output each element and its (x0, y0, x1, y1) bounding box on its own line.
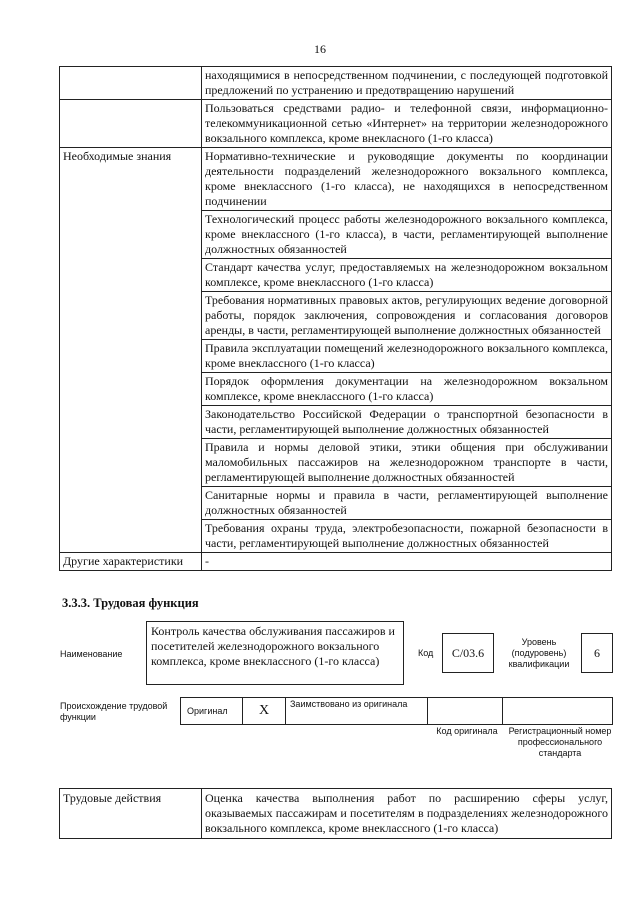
code-value: С/03.6 (442, 633, 494, 673)
code-original-label: Код оригинала (436, 726, 498, 736)
empty-left-cell (60, 100, 202, 148)
level-label: Уровень (подуровень) квалификации (508, 636, 570, 669)
origin-row (180, 697, 613, 725)
reg-number-cell (502, 697, 613, 725)
empty-left-cell (60, 67, 202, 100)
knowledge-item: Стандарт качества услуг, предоставляемых на железнодорожном вокзальном комплексе, кроме внеклассного (1-го класса) (202, 259, 612, 292)
origin-label: Происхождение трудовой функции (60, 701, 168, 722)
code-label: Код (418, 648, 434, 658)
code-original-cell (427, 697, 503, 725)
page-number: 16 (314, 42, 326, 56)
other-characteristics-value: - (202, 553, 612, 571)
knowledge-item: Требования нормативных правовых актов, регулирующих ведение договорной работы, порядок заключения, сопровождения и согласования договоров аренды, в части, регламентирующей выполнение должностных обязанностей (202, 292, 612, 340)
original-mark: X (242, 697, 286, 725)
competency-table (59, 66, 612, 571)
labor-action-item: Оценка качества выполнения работ по расширению сферы услуг, оказываемых пассажирам и посетителям в подразделениях железнодорожного вокзального комплекса, кроме внеклассного (1-го класса) (202, 789, 612, 839)
section-title: 3.3.3. Трудовая функция (62, 596, 199, 610)
knowledge-item: Правила и нормы деловой этики, этики общения при обслуживании маломобильных пассажиров на железнодорожном транспорте в части, регламентирующей выполнение должностных обязанностей (202, 439, 612, 487)
knowledge-item: Санитарные нормы и правила в части, регламентирующей выполнение должностных обязанностей (202, 487, 612, 520)
labor-actions-label: Трудовые действия (60, 789, 202, 839)
knowledge-item: Нормативно-технические и руководящие документы по координации деятельности подразделений железнодорожного вокзального комплекса, кроме внеклассного (1-го класса), не находящихся в непосредственном подчинении (202, 148, 612, 211)
original-label: Оригинал (180, 697, 243, 725)
knowledge-item: Законодательство Российской Федерации о транспортной безопасности в части, регламентирующей выполнение должностных обязанностей (202, 406, 612, 439)
level-value: 6 (581, 633, 613, 673)
knowledge-item: Правила эксплуатации помещений железнодорожного вокзального комплекса, кроме внеклассного (1-го класса) (202, 340, 612, 373)
knowledge-item: Порядок оформления документации на железнодорожном вокзальном комплексе, кроме внеклассного (1-го класса) (202, 373, 612, 406)
borrowed-label: Заимствовано из оригинала (285, 697, 428, 725)
other-characteristics-label: Другие характеристики (60, 553, 202, 571)
skill-item-2: Пользоваться средствами радио- и телефонной связи, информационно-телекоммуникационной сетью «Интернет» на территории железнодорожного вокзального комплекса, кроме внекласного (1-го класса) (202, 100, 612, 148)
function-name-box: Контроль качества обслуживания пассажиров и посетителей железнодорожного вокзального комплекса, кроме внеклассного (1-го класса) (146, 621, 404, 685)
name-label: Наименование (60, 649, 123, 659)
skill-item-1: находящимися в непосредственном подчинении, с последующей подготовкой предложений по устранению и предотвращению нарушений (202, 67, 612, 100)
knowledge-item: Требования охраны труда, электробезопасности, пожарной безопасности в части, регламентирующей выполнение должностных обязанностей (202, 520, 612, 553)
knowledge-item: Технологический процесс работы железнодорожного вокзального комплекса, кроме внеклассного (1-го класса), в части, регламентирующей выполнение должностных обязанностей (202, 211, 612, 259)
knowledge-label: Необходимые знания (60, 148, 202, 553)
reg-number-label: Регистрационный номер профессионального стандарта (508, 726, 612, 758)
labor-actions-table (59, 788, 612, 839)
